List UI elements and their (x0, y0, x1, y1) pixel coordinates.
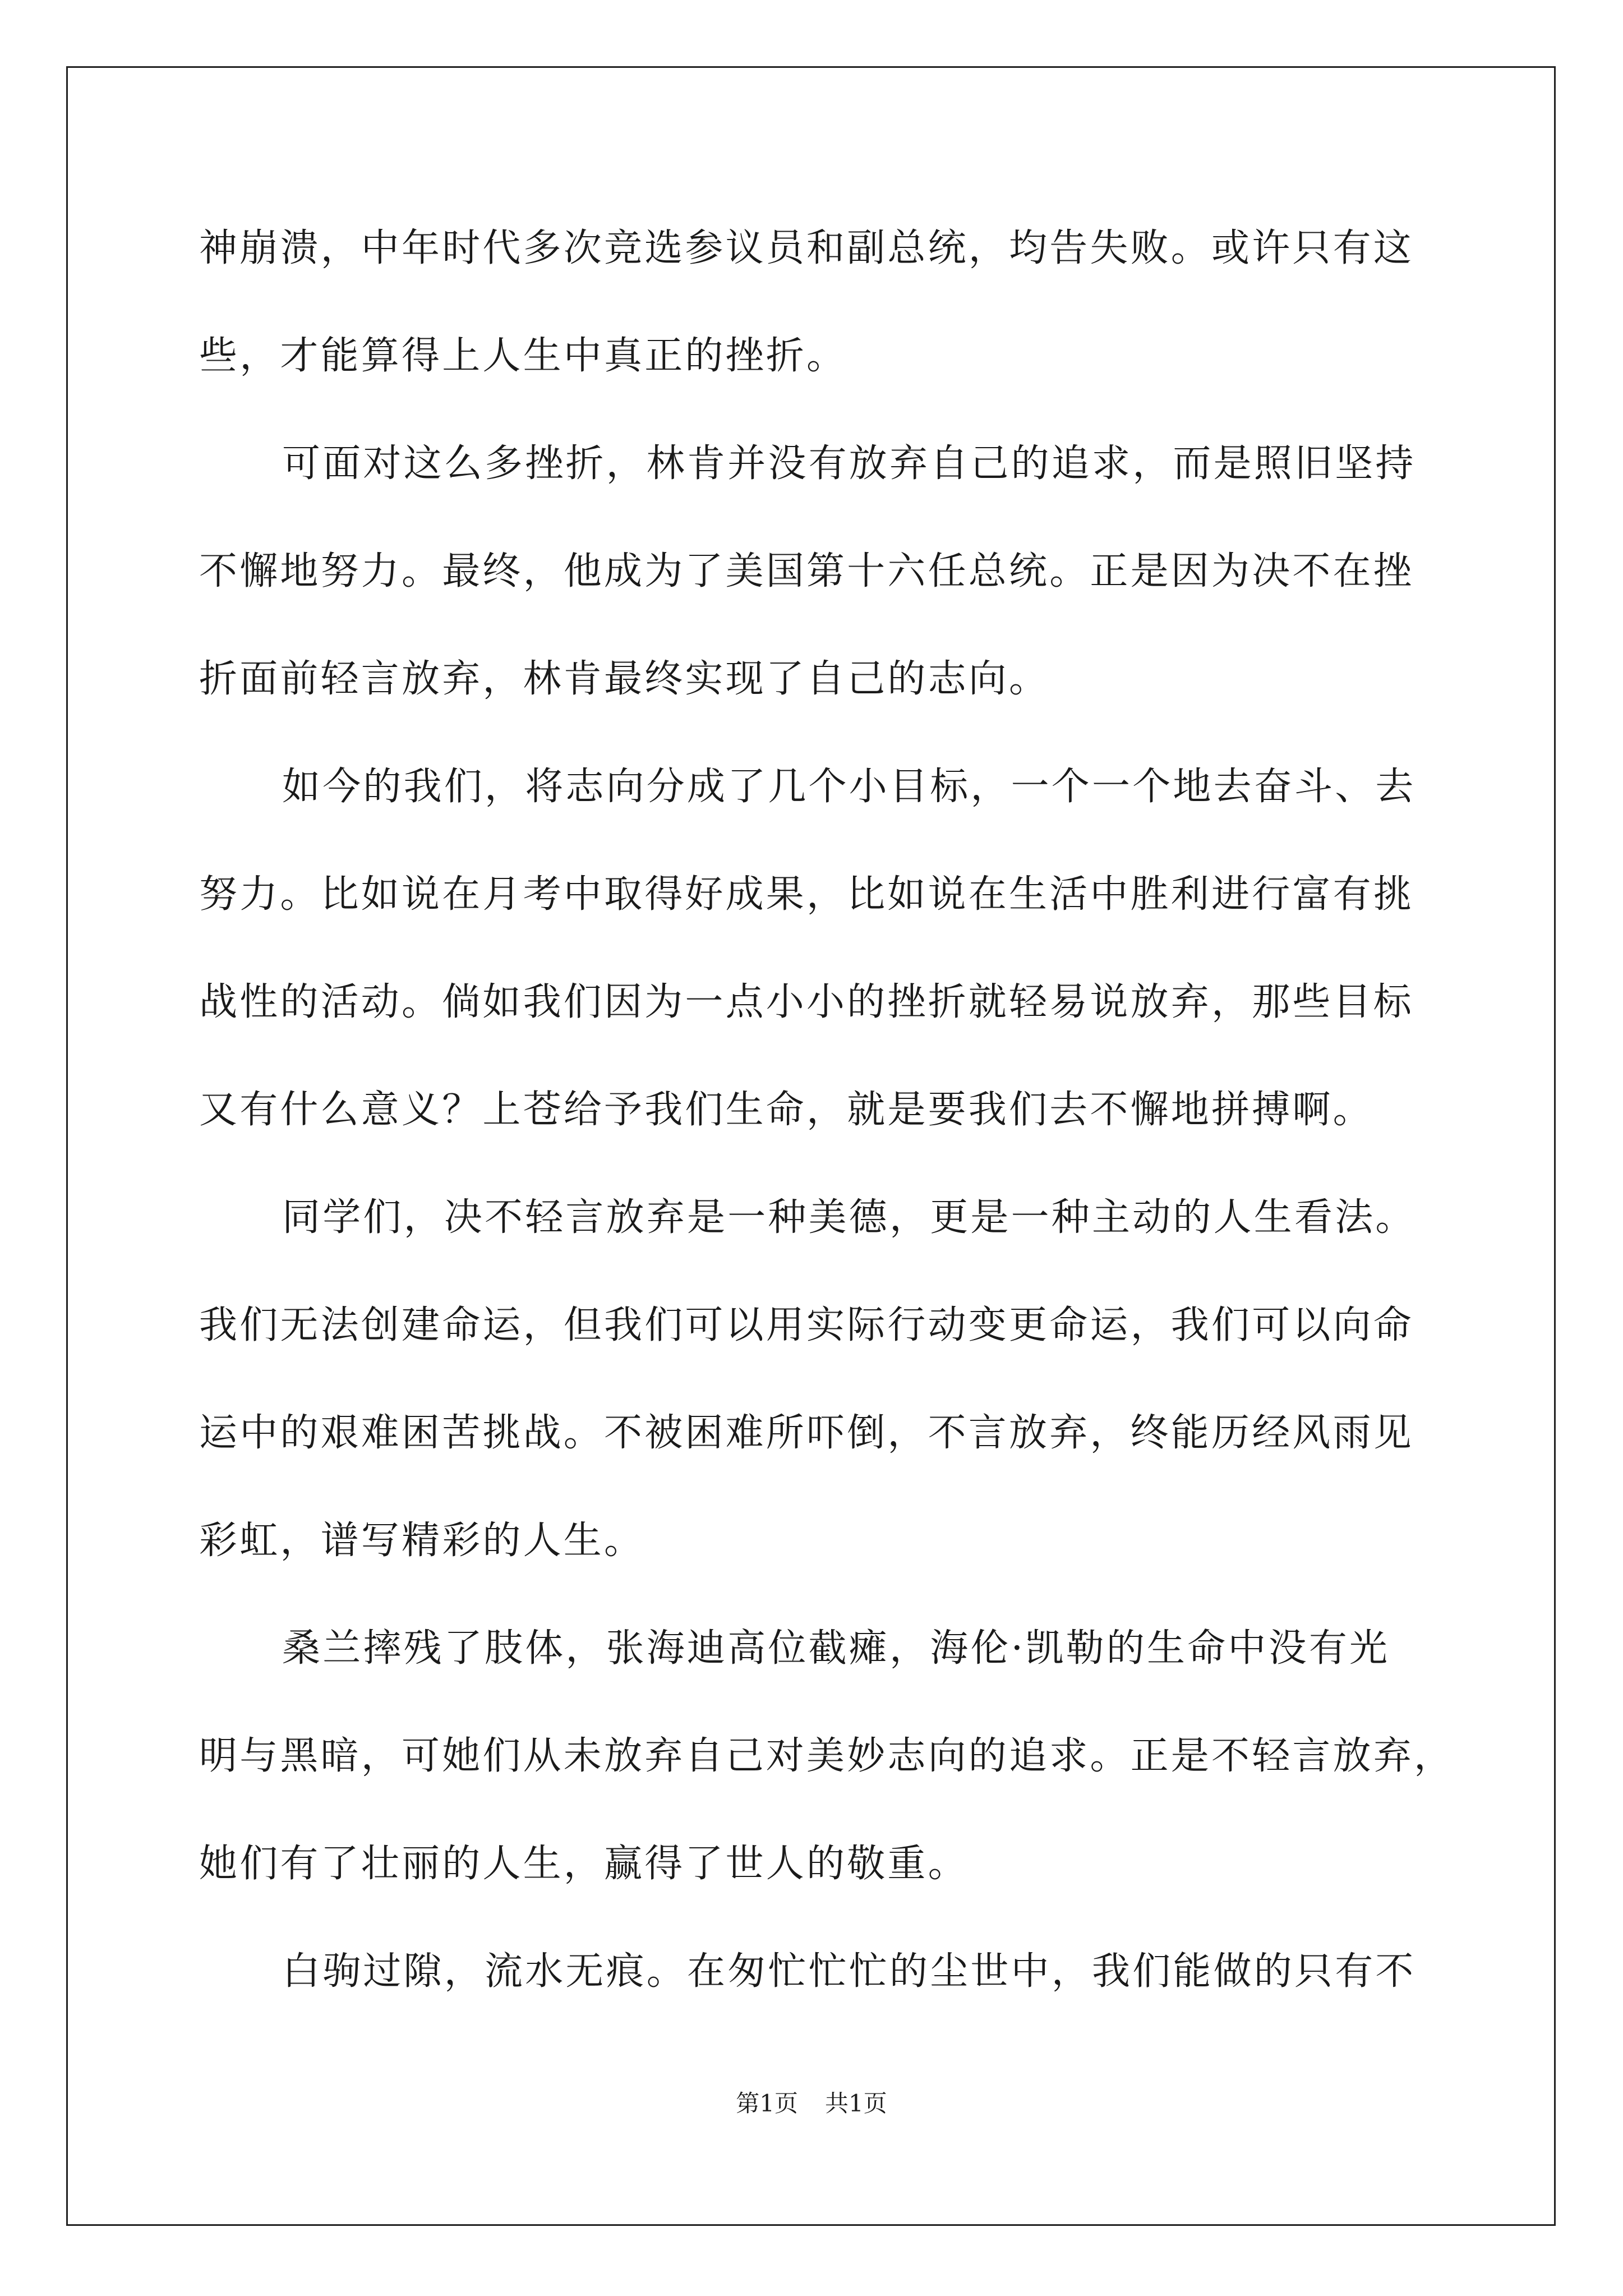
text-line: 运中的艰难困苦挑战。不被困难所吓倒，不言放弃，终能历经风雨见 (199, 1411, 1414, 1455)
paragraph-start-line: 可面对这么多挫折，林肯并没有放弃自己的追求，而是照旧坚持 (282, 441, 1416, 486)
document-body (199, 206, 1455, 2037)
text-line: 战性的活动。倘如我们因为一点小小的挫折就轻易说放弃，那些目标 (199, 980, 1414, 1024)
text-line: 些，才能算得上人生中真正的挫折。 (199, 334, 847, 378)
page-number: 第1页 (736, 2090, 798, 2117)
paragraph-start-line: 同学们，决不轻言放弃是一种美德，更是一种主动的人生看法。 (282, 1195, 1416, 1240)
paragraph-start-line: 白驹过隙，流水无痕。在匆忙忙忙的尘世中，我们能做的只有不 (282, 1949, 1416, 1994)
text-line: 不懈地努力。最终，他成为了美国第十六任总统。正是因为决不在挫 (199, 549, 1414, 593)
text-line: 神崩溃，中年时代多次竞选参议员和副总统，均告失败。或许只有这 (199, 226, 1414, 270)
text-line: 努力。比如说在月考中取得好成果，比如说在生活中胜利进行富有挑 (199, 872, 1414, 917)
text-line: 彩虹，谱写精彩的人生。 (199, 1519, 645, 1563)
text-line: 我们无法创建命运，但我们可以用实际行动变更命运，我们可以向命 (199, 1303, 1414, 1347)
text-line: 折面前轻言放弃，林肯最终实现了自己的志向。 (199, 657, 1050, 701)
text-line: 她们有了壮丽的人生，赢得了世人的敬重。 (199, 1842, 969, 1886)
text-line: 又有什么意义？上苍给予我们生命，就是要我们去不懈地拼搏啊。 (199, 1088, 1373, 1132)
paragraph-start-line: 桑兰摔残了肢体，张海迪高位截瘫，海伦·凯勒的生命中没有光 (282, 1626, 1390, 1671)
text-line: 明与黑暗，可她们从未放弃自己对美妙志向的追求。正是不轻言放弃， (199, 1734, 1455, 1778)
page-footer (0, 2087, 1623, 2120)
total-pages: 共1页 (825, 2090, 887, 2117)
paragraph-start-line: 如今的我们，将志向分成了几个小目标，一个一个地去奋斗、去 (282, 765, 1416, 809)
